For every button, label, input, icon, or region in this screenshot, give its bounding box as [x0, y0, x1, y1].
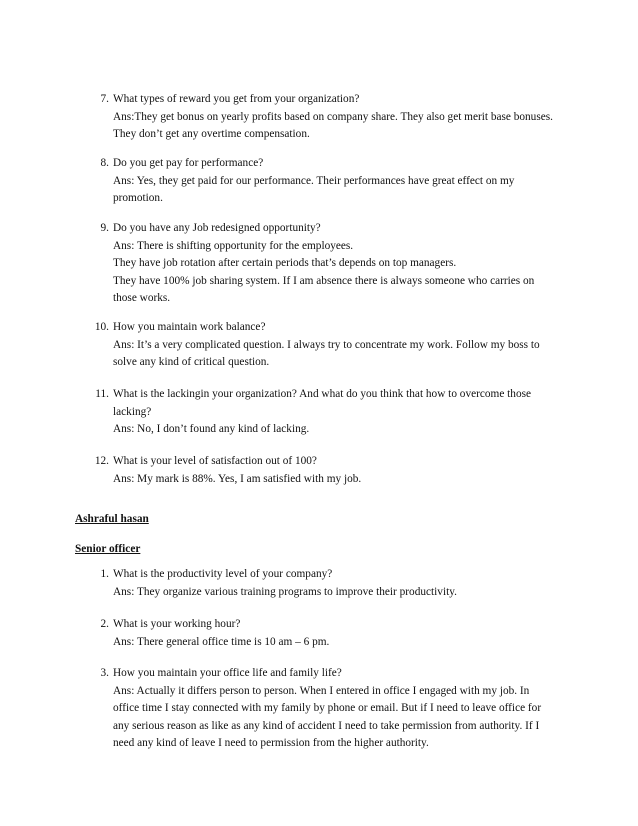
- question-number: 1.: [100, 568, 109, 580]
- answer-text: those works.: [113, 292, 171, 304]
- answer-text: solve any kind of critical question.: [113, 356, 270, 368]
- answer-text: any serious reason as like as any kind of accident I need to take permission from authority. If I: [113, 719, 540, 732]
- answer-text: They don’t get any overtime compensation.: [113, 128, 310, 140]
- answer-text: promotion.: [113, 192, 163, 204]
- answer-text: They have 100% job sharing system. If I am absence there is always someone who carries on: [113, 274, 535, 287]
- question-number: 12.: [94, 455, 109, 467]
- question-text: lacking?: [113, 405, 152, 418]
- answer-text: Ans:They get bonus on yearly profits based on company share. They also get merit base bonuses.: [113, 110, 553, 123]
- answer-text: Ans: They organize various training programs to improve their productivity.: [113, 585, 457, 598]
- question-number: 8.: [100, 157, 109, 169]
- question-text: What is the productivity level of your company?: [113, 568, 333, 580]
- question-number: 10.: [94, 321, 109, 333]
- question-text: How you maintain work balance?: [113, 321, 266, 333]
- answer-text: Ans: It’s a very complicated question. I always try to concentrate my work. Follow my boss to: [113, 338, 540, 351]
- answer-text: Ans: Actually it differs person to person. When I entered in office I engaged with my job. In: [113, 684, 530, 697]
- question-number: 3.: [100, 667, 109, 679]
- answer-text: They have job rotation after certain periods that’s depends on top managers.: [113, 257, 457, 269]
- question-number: 9.: [100, 222, 109, 234]
- question-text: Do you have any Job redesigned opportunity?: [113, 222, 321, 234]
- question-text: What is the lackingin your organization? And what do you think that how to overcome those: [113, 388, 532, 400]
- answer-text: Ans: No, I don’t found any kind of lacking.: [113, 423, 310, 435]
- answer-text: Ans: Yes, they get paid for our performance. Their performances have great effect on my: [113, 174, 515, 187]
- answer-text: office time I stay connected with my family by phone or email. But if I need to leave office for: [113, 702, 542, 714]
- question-text: What is your level of satisfaction out of 100?: [113, 455, 317, 467]
- answer-text: need any kind of leave I need to permission from the higher authority.: [113, 737, 429, 749]
- question-number: 2.: [100, 618, 109, 630]
- question-text: What types of reward you get from your organization?: [113, 93, 360, 105]
- person-title-heading: Senior officer: [75, 543, 141, 555]
- answer-text: Ans: There general office time is 10 am – 6 pm.: [113, 635, 330, 648]
- question-text: Do you get pay for performance?: [113, 157, 264, 169]
- person-name-heading: Ashraful hasan: [75, 513, 149, 525]
- question-number: 11.: [95, 388, 109, 400]
- question-text: How you maintain your office life and family life?: [113, 667, 342, 679]
- answer-text: Ans: My mark is 88%. Yes, I am satisfied with my job.: [113, 472, 362, 485]
- question-text: What is your working hour?: [113, 618, 241, 630]
- question-number: 7.: [100, 93, 109, 105]
- answer-text: Ans: There is shifting opportunity for the employees.: [113, 239, 354, 252]
